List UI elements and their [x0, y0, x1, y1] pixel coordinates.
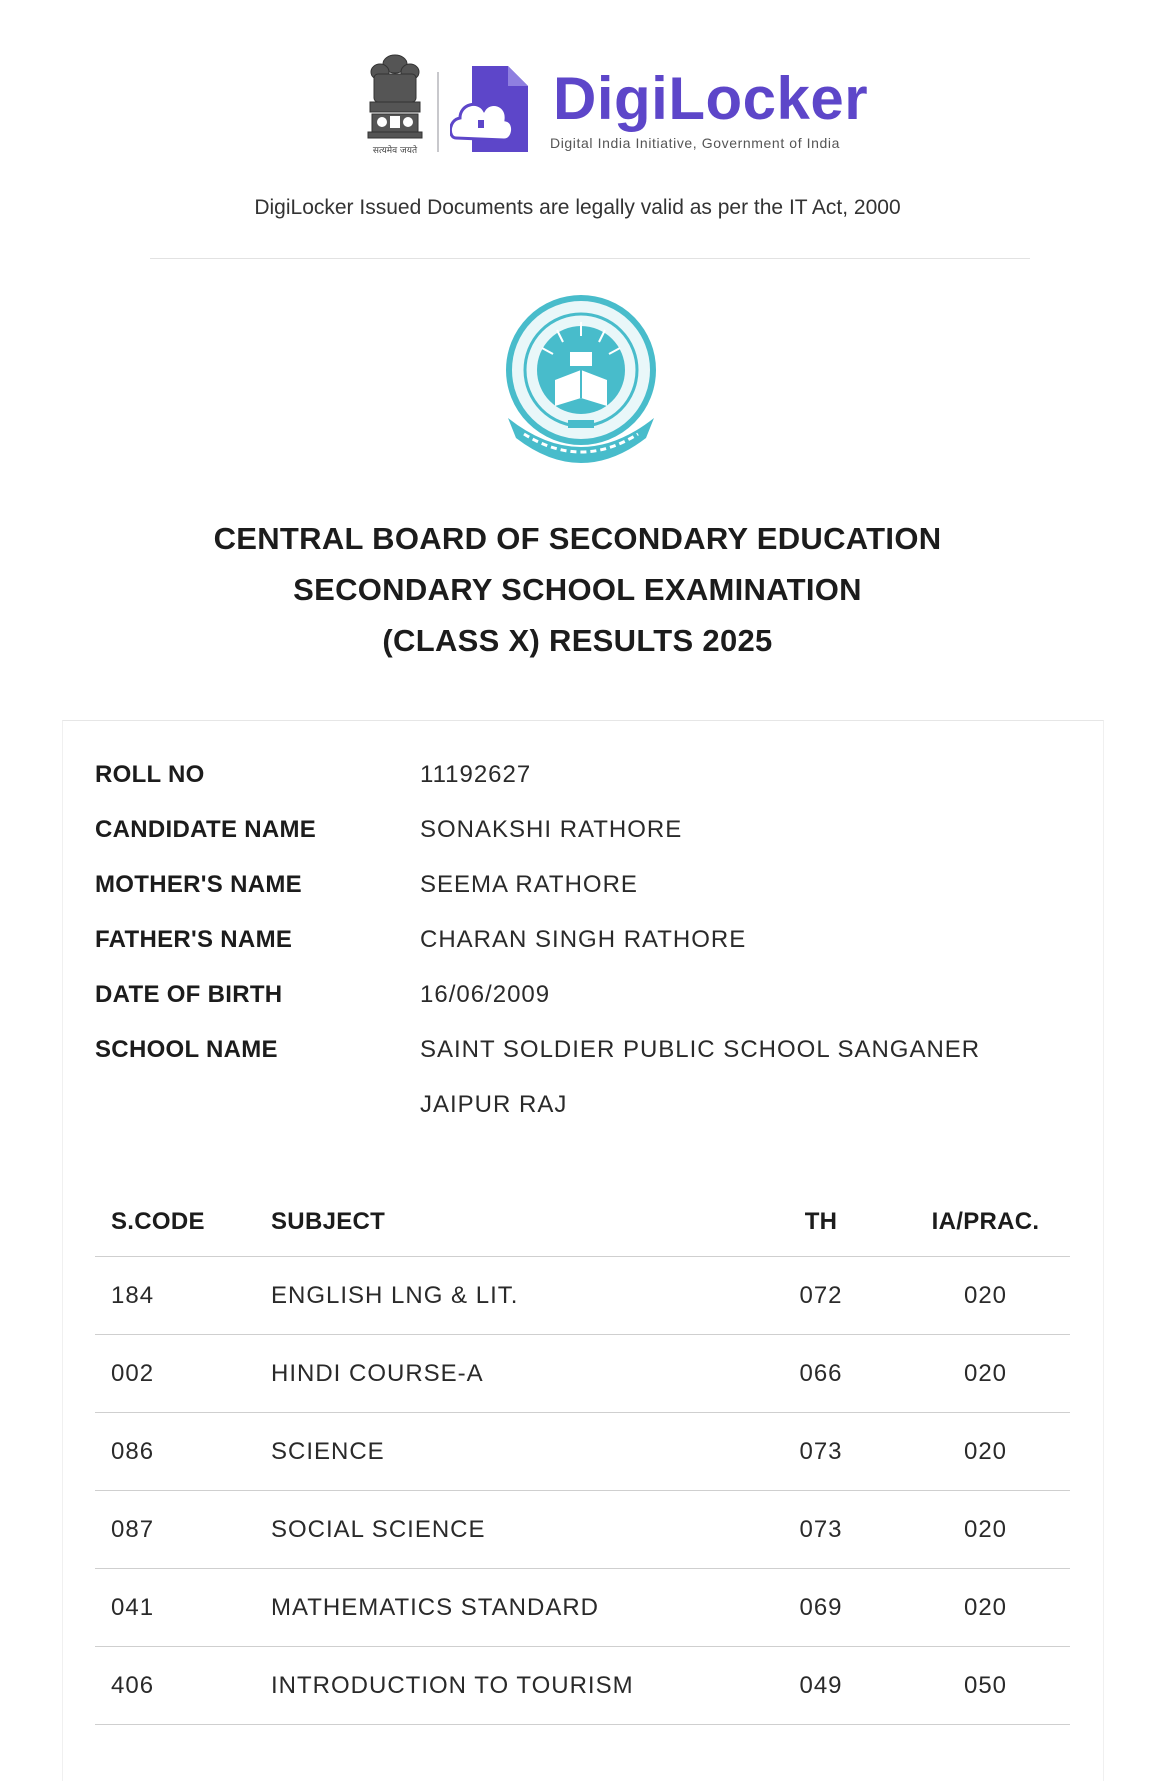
info-value: 11192627: [420, 761, 532, 788]
table-row: [95, 1413, 1070, 1491]
digilocker-icon: [450, 62, 532, 158]
subject-code: 087: [95, 1491, 271, 1569]
svg-text:सत्यमेव जयते: सत्यमेव जयते: [372, 146, 418, 156]
column-header-ia-prac: IA/PRAC.: [901, 1188, 1070, 1257]
info-value: CHARAN SINGH RATHORE: [420, 926, 747, 953]
table-header-row: [95, 1188, 1070, 1257]
info-label: DATE OF BIRTH: [95, 981, 283, 1008]
validity-note: DigiLocker Issued Documents are legally valid as per the IT Act, 2000: [254, 196, 901, 219]
theory-marks: 072: [741, 1257, 901, 1335]
table-row: [95, 1569, 1070, 1647]
ia-prac-marks: 020: [901, 1257, 1070, 1335]
title-line-result: (CLASS X) RESULTS 2025: [382, 623, 773, 658]
table-row: [95, 1335, 1070, 1413]
page-header: [0, 0, 1155, 260]
theory-marks: 073: [741, 1413, 901, 1491]
info-value: SONAKSHI RATHORE: [420, 816, 683, 843]
table-row: [95, 1647, 1070, 1725]
table-row: [95, 1491, 1070, 1569]
ia-prac-marks: 020: [901, 1413, 1070, 1491]
ia-prac-marks: 050: [901, 1647, 1070, 1725]
info-label: ROLL NO: [95, 761, 205, 788]
digilocker-tagline: Digital India Initiative, Government of India: [550, 135, 841, 151]
cbse-seal-logo: [500, 288, 662, 478]
subject-name: ENGLISH LNG & LIT.: [271, 1257, 741, 1335]
theory-marks: 069: [741, 1569, 901, 1647]
marks-table: [95, 1188, 1070, 1725]
subject-name: MATHEMATICS STANDARD: [271, 1569, 741, 1647]
subject-code: 086: [95, 1413, 271, 1491]
info-value: 16/06/2009: [420, 981, 551, 1008]
info-value: SEEMA RATHORE: [420, 871, 638, 898]
subject-name: SOCIAL SCIENCE: [271, 1491, 741, 1569]
title-line-exam: SECONDARY SCHOOL EXAMINATION: [293, 572, 862, 607]
table-row: [95, 1257, 1070, 1335]
theory-marks: 073: [741, 1491, 901, 1569]
subject-code: 002: [95, 1335, 271, 1413]
ia-prac-marks: 020: [901, 1491, 1070, 1569]
info-label: FATHER'S NAME: [95, 926, 293, 953]
subject-name: HINDI COURSE-A: [271, 1335, 741, 1413]
header-divider-line: [150, 258, 1030, 259]
column-header-code: S.CODE: [95, 1188, 271, 1257]
national-emblem-logo: [360, 50, 430, 158]
theory-marks: 049: [741, 1647, 901, 1725]
info-label: MOTHER'S NAME: [95, 871, 302, 898]
info-value-continued: JAIPUR RAJ: [420, 1091, 568, 1118]
digilocker-brand-name: DigiLocker: [553, 65, 869, 132]
info-label: CANDIDATE NAME: [95, 816, 317, 843]
subject-name: SCIENCE: [271, 1413, 741, 1491]
subject-name: INTRODUCTION TO TOURISM: [271, 1647, 741, 1725]
ia-prac-marks: 020: [901, 1569, 1070, 1647]
column-header-theory: TH: [741, 1188, 901, 1257]
ia-prac-marks: 020: [901, 1335, 1070, 1413]
info-value: SAINT SOLDIER PUBLIC SCHOOL SANGANER: [420, 1036, 981, 1063]
theory-marks: 066: [741, 1335, 901, 1413]
certificate-title: [0, 513, 1155, 666]
subject-code: 406: [95, 1647, 271, 1725]
subject-code: 184: [95, 1257, 271, 1335]
info-label: SCHOOL NAME: [95, 1036, 278, 1063]
title-line-board: CENTRAL BOARD OF SECONDARY EDUCATION: [213, 521, 942, 556]
column-header-subject: SUBJECT: [271, 1188, 741, 1257]
subject-code: 041: [95, 1569, 271, 1647]
header-divider: [437, 72, 439, 152]
